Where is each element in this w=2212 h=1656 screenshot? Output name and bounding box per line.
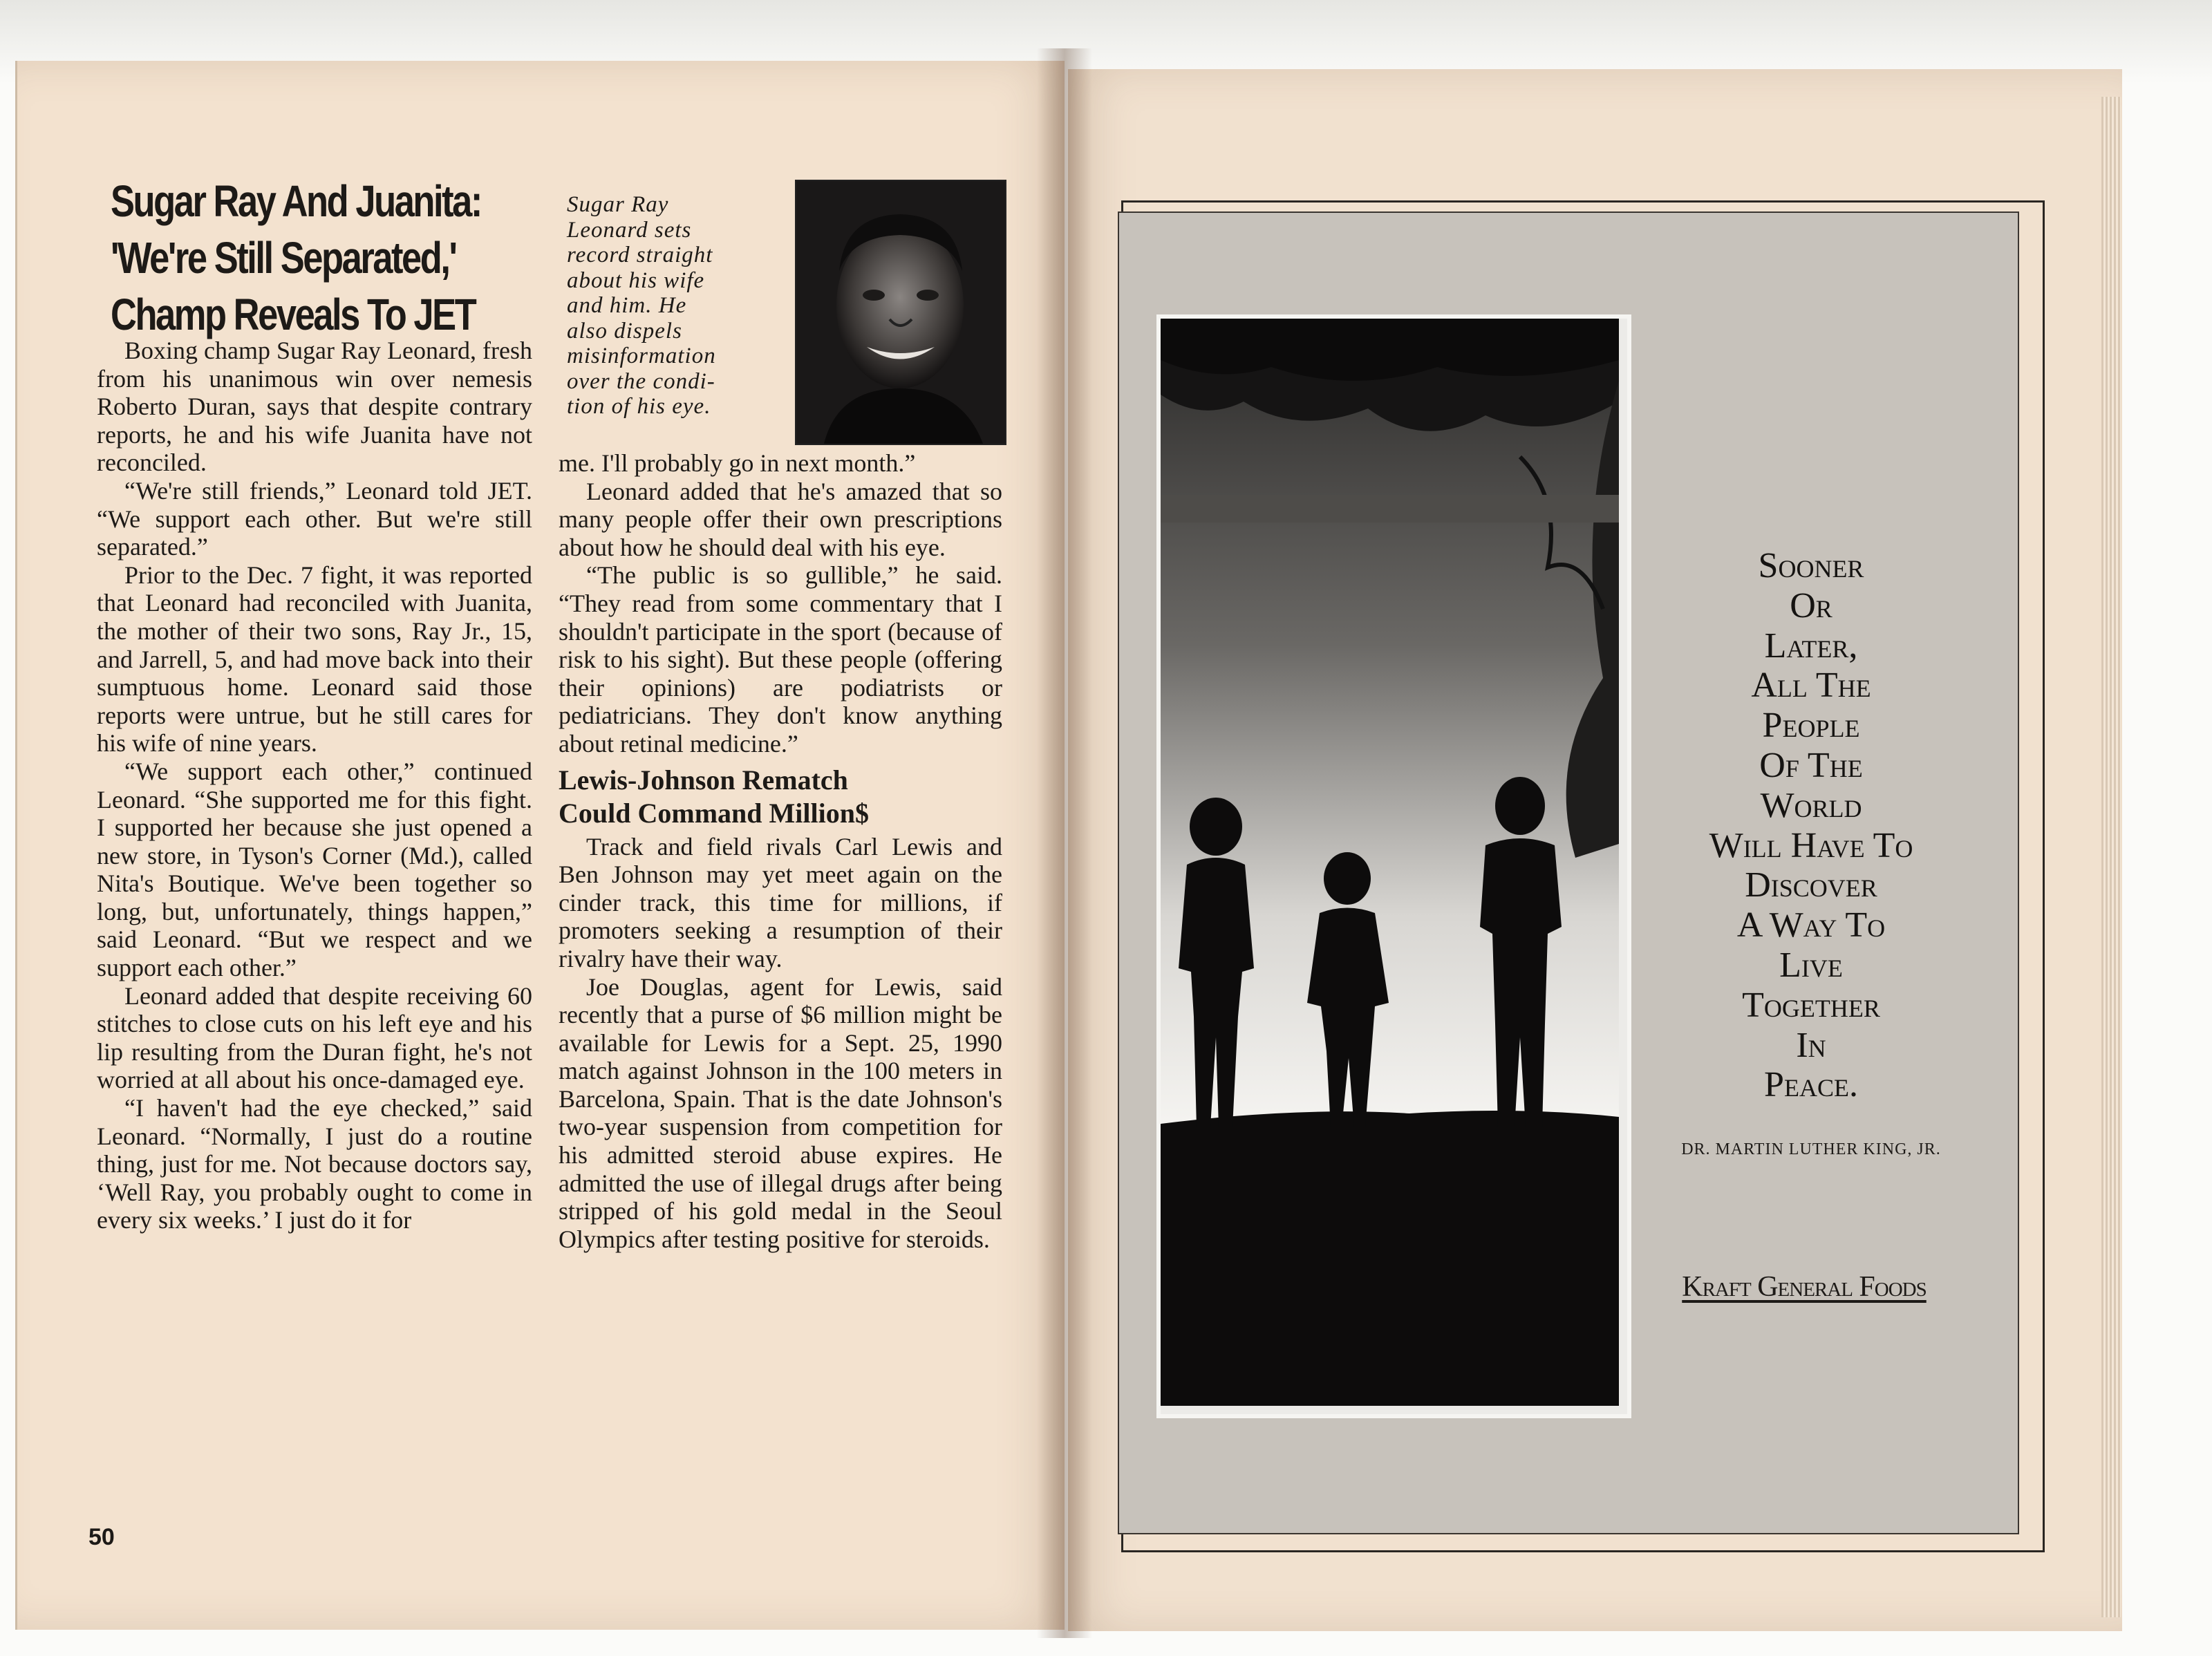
paragraph: Leonard added that he's amazed that so many people offer their own prescriptions about how he should deal with his eye. xyxy=(559,477,1002,561)
advertiser-brand: Kraft General Foods xyxy=(1682,1271,1927,1303)
quote-line: A Way To xyxy=(1736,905,1886,945)
caption-line: Leonard sets xyxy=(567,217,692,243)
page-edges xyxy=(2101,97,2121,1617)
page-number: 50 xyxy=(88,1524,115,1550)
paragraph: “I haven't had the eye checked,” said Leonard. “Normally, I just do a routine thing, just for me. Not because doctors say, ‘Well Ray, you probably ought to come in every six weeks.’ I just do it for xyxy=(97,1094,532,1234)
caption-line: also dispels xyxy=(567,318,682,344)
caption-line: misinformation xyxy=(567,344,716,368)
headline-line-2: 'We're Still Separated,' xyxy=(111,233,456,283)
paragraph: “We support each other,” continued Leonard. “She supported me for this fight. I supported her because she just opened a new store, in Tyson's Corner (Md.), called Nita's Boutique. We've been together so long, but, unfortunately, things happen,” said Leonard. “But we respect and we support each other.” xyxy=(97,757,532,982)
paragraph: me. I'll probably go in next month.” xyxy=(559,449,916,477)
paragraph: Track and field rivals Carl Lewis and Ben Johnson may yet meet again on the cinder track, this time for millions, if promoters seeking a resumption of their rivalry have their way. xyxy=(559,832,1002,972)
quote-line: Or xyxy=(1790,585,1833,625)
book-spine xyxy=(1037,48,1092,1638)
quote-attribution: DR. MARTIN LUTHER KING, JR. xyxy=(1681,1140,1941,1158)
quote-line: People xyxy=(1762,706,1860,746)
article-column-1 xyxy=(97,337,532,1234)
caption-line: tion of his eye. xyxy=(567,394,711,419)
caption-line: about his wife xyxy=(567,267,705,293)
ad-quote xyxy=(1673,546,1949,1105)
quote-line: Discover xyxy=(1745,865,1877,905)
quote-line: In xyxy=(1796,1025,1826,1065)
quote-line: Of The xyxy=(1759,745,1863,785)
article-column-2 xyxy=(559,449,1002,1253)
quote-line: Live xyxy=(1779,945,1843,985)
paragraph: “The public is so gullible,” he said. “They read from some commentary that I shouldn't participate in the sport (because of risk to his sight). But these people (offering their opinions) are podiatrists or pediatricians. They don't know anything about retinal medicine.” xyxy=(559,561,1002,758)
quote-line: Will Have To xyxy=(1709,825,1913,865)
caption-line: and him. He xyxy=(567,293,687,318)
caption-line: record straight xyxy=(567,243,713,267)
quote-line: All The xyxy=(1751,666,1871,706)
subheadline xyxy=(559,764,1002,830)
article-headline xyxy=(111,173,481,343)
quote-line: Peace. xyxy=(1764,1065,1858,1105)
quote-line: World xyxy=(1760,785,1862,825)
paragraph: Joe Douglas, agent for Lewis, said recently that a purse of $6 million might be available for Lewis for a Sept. 25, 1990 match against Johnson in the 100 meters in Barcelona, Spain. That is the date Johnson's two-year suspension from competition for his admitted steroid abuse expires. He admitted the use of illegal drugs after being stripped of his gold medal in the Seoul Olympics after testing positive for steroids. xyxy=(559,972,1002,1253)
paragraph: “We're still friends,” Leonard told JET. “We support each other. But we're still separated.” xyxy=(97,476,532,561)
leonard-portrait-photo xyxy=(795,180,1006,445)
quote-line: Sooner xyxy=(1758,546,1864,585)
caption-line: Sugar Ray xyxy=(567,192,669,217)
ad-silhouette-photo xyxy=(1156,314,1631,1418)
subhead-line: Lewis-Johnson Rematch xyxy=(559,764,848,796)
headline-line-3: Champ Reveals To JET xyxy=(111,290,476,339)
subhead-line: Could Command Million$ xyxy=(559,797,869,829)
paragraph: Leonard added that despite receiving 60 stitches to close cuts on his left eye and his lip resulting from the Duran fight, he's not worried at all about his once-damaged eye. xyxy=(97,981,532,1094)
paragraph: Boxing champ Sugar Ray Leonard, fresh from his unanimous win over nemesis Roberto Duran, says that despite contrary reports, he and his wife Juanita have not reconciled. xyxy=(97,337,532,477)
quote-line: Together xyxy=(1742,985,1880,1025)
quote-line: Later, xyxy=(1764,625,1858,666)
caption-line: over the condi- xyxy=(567,368,715,394)
photo-caption xyxy=(567,192,767,420)
headline-line-1: Sugar Ray And Juanita: xyxy=(111,176,481,226)
paragraph: Prior to the Dec. 7 fight, it was reported that Leonard had reconciled with Juanita, the mother of their two sons, Ray Jr., 15, and Jarrell, 5, and had move back into their sumptuous home. Leonard said those reports were untrue, but he still cares for his wife of nine years. xyxy=(97,561,532,758)
